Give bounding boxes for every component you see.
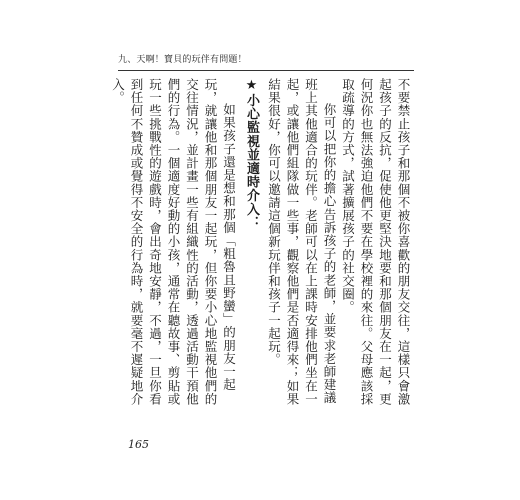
paragraph-2: 你可以把你的擔心告訴孩子的老師，並要求老師建議班上其他適合的玩伴。老師可以在上課時安排他們坐在一起，或讓他們組隊做一些事，觀察他們是否適得來；如果結果很好，你可以邀請這個新玩伴和孩子一起玩。 <box>266 78 337 406</box>
section-heading: ★小心監視並適時介入： <box>244 78 259 230</box>
paragraph-1: 不要禁止孩子和那個不被你喜歡的朋友交往，這樣只會激起孩子的反抗，促使他更堅決地要和那個朋友在一起，更何況你也無法強迫他們不要在學校裡的來往。父母應該採取疏導的方式，試著擴展孩子的社交圈。 <box>340 78 411 406</box>
vertical-text-body <box>110 78 412 408</box>
running-header: 九、天啊！寶貝的玩伴有問題！ <box>118 55 247 65</box>
paragraph-3: 如果孩子還是想和那個「粗魯且野蠻」的朋友一起玩，就讓他和那個朋友一起玩，但你要小心地監視他們的交往情況，並計畫一些有組織性的活動，透過活動干預他們的行為。一個適度好動的小孩，通常在聽故事、剪貼或玩一些挑戰性的遊戲時，會出奇地安靜，不過，一旦你看到任何不贊成或覺得不安全的行為時，就要毫不遲疑地介入。 <box>110 78 237 406</box>
header-rule <box>118 70 414 71</box>
page-number: 165 <box>128 438 149 451</box>
